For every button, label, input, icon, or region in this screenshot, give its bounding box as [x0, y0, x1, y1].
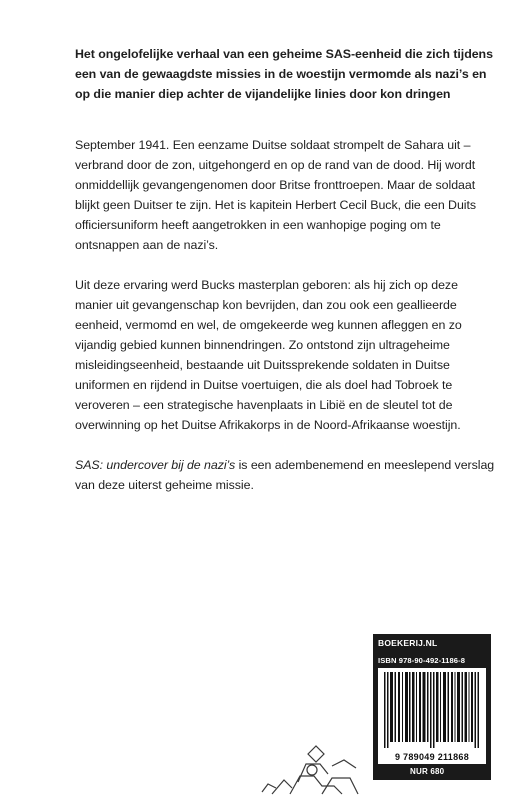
- paragraph-3: [75, 455, 495, 495]
- lead-paragraph: Het ongelofelijke verhaal van een geheime SAS-eenheid die zich tijdens een van de gewaagdste missies in de woestijn vermomde als nazi’s en op die manier diep achter de vijandelijke linies door kon dringen: [75, 47, 493, 101]
- paragraph-3-rest: is een adembenemend en meeslepend verslag van deze uiterst geheime missie.: [75, 458, 495, 492]
- blurb-text: [75, 44, 495, 515]
- paragraph-1: September 1941. Een eenzame Duitse soldaat strompelt de Sahara uit – verbrand door de zon, uitgehongerd en op de rand van de dood. Hij wordt onmiddellijk gevangengenomen door Britse fronttroepen. Maar de soldaat blijkt geen Duitser te zijn. Het is kapitein Herbert Cecil Buck, die een Duits officiersuniform heeft aangetrokken in een wanhopige poging om te ontsnappen aan de nazi’s.: [75, 138, 477, 252]
- watermark-stamp-icon: [232, 742, 372, 796]
- book-title-italic: SAS: undercover bij de nazi’s: [75, 458, 236, 472]
- barcode-digits: 9 789049 211868: [394, 752, 470, 762]
- publisher-url: BOEKERIJ.NL: [378, 638, 438, 648]
- paragraph-2: Uit deze ervaring werd Bucks masterplan geboren: als hij zich op deze manier uit gevangenschap kon bevrijden, dan zou ook een geallieerde eenheid, vermomd en wel, de omgekeerde weg kunnen afleggen en zo vijandig gebied kunnen binnendringen. Zo ontstond zijn ultrageheime misleidingseenheid, bestaande uit Duitssprekende soldaten in Duitse uniformen en rijdend in Duitse voertuigen, die als doel had Tobroek te veroveren – een strategische havenplaats in Libië en de sleutel tot de overwinning op het Duitse Afrikakorps in de Noord-Afrikaanse woestijn.: [75, 278, 462, 432]
- barcode-bars: [378, 668, 486, 750]
- nur-code: NUR 680: [410, 767, 445, 776]
- isbn-label: ISBN 978-90-492-1186-8: [378, 656, 466, 665]
- barcode: [378, 668, 486, 764]
